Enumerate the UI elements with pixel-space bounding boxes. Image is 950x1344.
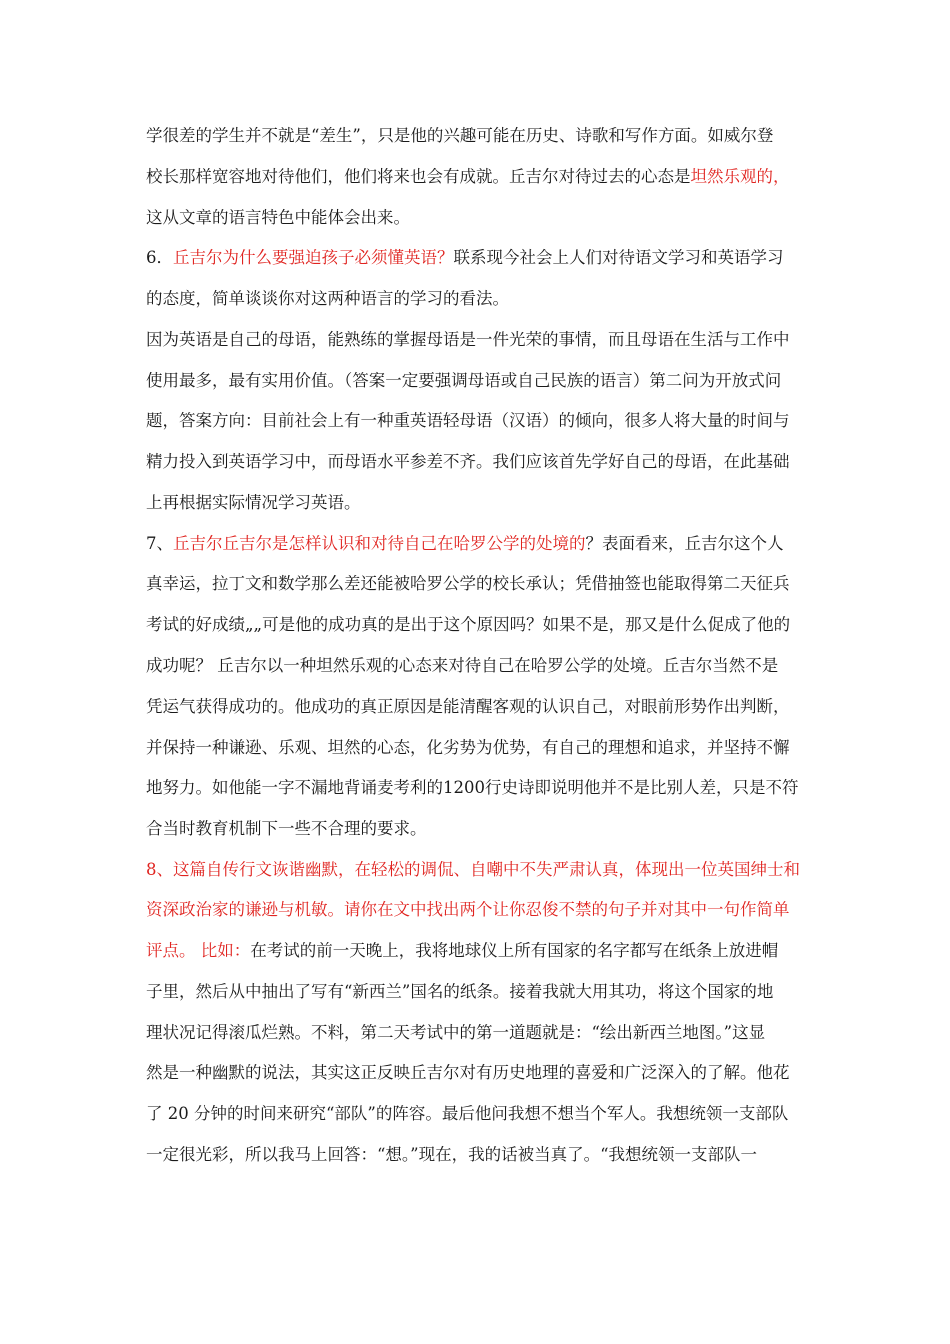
body-text: 学很差的学生并不就是“差生”，只是他的兴趣可能在历史、诗歌和写作方面。如威尔登	[146, 126, 774, 145]
text-line	[146, 492, 361, 514]
highlighted-text: 8、这篇自传行文诙谐幽默，在轻松的调侃、自嘲中不失严肃认真，体现出一位英国绅士和	[146, 860, 800, 879]
highlighted-text: 评点。 比如：	[146, 941, 251, 960]
body-text: 然是一种幽默的说法，其实这正反映丘吉尔对有历史地理的喜爱和广泛深入的了解。他花	[146, 1063, 790, 1082]
text-line	[146, 207, 410, 229]
highlighted-text: 丘吉尔丘吉尔是怎样认识和对待自己在哈罗公学的处境的	[173, 534, 586, 553]
text-line	[146, 859, 800, 881]
body-text: 在考试的前一天晚上，我将地球仪上所有国家的名字都写在纸条上放进帽	[250, 941, 779, 960]
body-text: 了 20 分钟的时间来研究“部队”的阵容。最后他问我想不想当个军人。我想统领一支部队	[146, 1104, 789, 1123]
text-line	[146, 940, 778, 962]
highlighted-text: 丘吉尔为什么要强迫孩子必须懂英语？	[173, 248, 454, 267]
body-text: 成功呢？ 丘吉尔以一种坦然乐观的心态来对待自己在哈罗公学的处境。丘吉尔当然不是	[146, 656, 779, 675]
body-text: 校长那样宽容地对待他们，他们将来也会有成就。丘吉尔对待过去的心态是	[146, 167, 691, 186]
text-line	[146, 1022, 765, 1044]
text-line	[146, 370, 781, 392]
text-line	[146, 696, 790, 718]
text-line	[146, 1144, 757, 1166]
text-line	[146, 777, 799, 799]
text-line	[146, 655, 778, 677]
text-line	[146, 533, 784, 555]
text-line	[146, 329, 790, 351]
text-line	[146, 125, 773, 147]
text-line	[146, 981, 773, 1003]
text-line	[146, 1103, 788, 1125]
text-line	[146, 288, 509, 310]
body-text: 一定很光彩，所以我马上回答：“想。”现在，我的话被当真了。“我想统领一支部队一	[146, 1145, 758, 1164]
body-text: 上再根据实际情况学习英语。	[146, 493, 361, 512]
body-text: 因为英语是自己的母语，能熟练的掌握母语是一件光荣的事情，而且母语在生活与工作中	[146, 330, 790, 349]
body-text: 题，答案方向：目前社会上有一种重英语轻母语（汉语）的倾向，很多人将大量的时间与	[146, 411, 790, 430]
text-line	[146, 614, 790, 636]
text-line	[146, 573, 790, 595]
body-text: 6．	[146, 248, 173, 267]
body-text: 真幸运，拉丁文和数学那么差还能被哈罗公学的校长承认；凭借抽签也能取得第二天征兵	[146, 574, 790, 593]
body-text: 的态度，简单谈谈你对这两种语言的学习的看法。	[146, 289, 509, 308]
body-text: ？表面看来，丘吉尔这个人	[585, 534, 784, 553]
text-line	[146, 737, 790, 759]
body-text: 联系现今社会上人们对待语文学习和英语学习	[453, 248, 784, 267]
body-text: 精力投入到英语学习中，而母语水平参差不齐。我们应该首先学好自己的母语，在此基础	[146, 452, 790, 471]
body-text: 考试的好成绩„„可是他的成功真的是出于这个原因吗？如果不是，那又是什么促成了他的	[146, 615, 791, 634]
body-text: 地努力。如他能一字不漏地背诵麦考利的1200行史诗即说明他并不是比别人差，只是不符	[146, 778, 799, 797]
body-text: 并保持一种谦逊、乐观、坦然的心态，化劣势为优势，有自己的理想和追求，并坚持不懈	[146, 738, 790, 757]
body-text: 子里，然后从中抽出了写有“新西兰”国名的纸条。接着我就大用其功，将这个国家的地	[146, 982, 774, 1001]
body-text: 凭运气获得成功的。他成功的真正原因是能清醒客观的认识自己，对眼前形势作出判断，	[146, 697, 790, 716]
body-text: 合当时教育机制下一些不合理的要求。	[146, 819, 427, 838]
text-line	[146, 247, 784, 269]
text-line	[146, 1062, 790, 1084]
highlighted-text: 资深政治家的谦逊与机敏。请你在文中找出两个让你忍俊不禁的句子并对其中一句作简单	[146, 900, 790, 919]
text-line	[146, 818, 427, 840]
text-line	[146, 166, 790, 188]
body-text: 理状况记得滚瓜烂熟。不料，第二天考试中的第一道题就是：“绘出新西兰地图。”这显	[146, 1023, 766, 1042]
body-text: 这从文章的语言特色中能体会出来。	[146, 208, 410, 227]
highlighted-text: 坦然乐观的，	[690, 167, 790, 186]
text-line	[146, 410, 790, 432]
body-text: 7、	[146, 534, 173, 553]
text-line	[146, 451, 790, 473]
body-text: 使用最多，最有实用价值。（答案一定要强调母语或自己民族的语言）第二问为开放式问	[146, 371, 782, 390]
text-line	[146, 899, 790, 921]
